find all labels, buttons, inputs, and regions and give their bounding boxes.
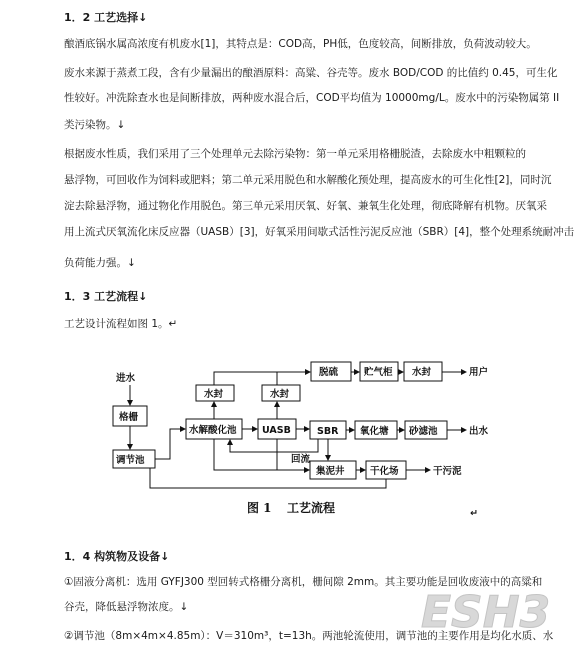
figure-caption: 工艺流程: [287, 501, 336, 515]
sandfilter-label: 砂滤池: [409, 426, 438, 437]
inlet-label: 进水: [116, 373, 136, 384]
text-line: 谷壳，降低悬浮物浓度。↓: [64, 601, 189, 613]
text-line: 悬浮物，可回收作为饲料或肥料；第二单元采用脱色和水解酸化预处理，提高废水的可生化性[2]，同时沉: [64, 174, 552, 186]
watermark-text: ESH3: [421, 587, 551, 635]
text-line: ①固液分离机：选用 GYFJ300 型回转式格栅分离机，栅间隙 2mm。其主要功能是回收废液中的高粱和: [64, 576, 543, 588]
oxidation-label: 氧化塘: [360, 426, 389, 437]
figure-reference-text: 工艺设计流程如图 1。↵: [64, 318, 178, 330]
reflux-label: 回流: [291, 454, 311, 465]
drysludge-label: 干污泥: [433, 466, 462, 477]
text-line: 类污染物。↓: [64, 119, 126, 131]
grate-label: 格栅: [119, 412, 139, 423]
text-line: 性较好。冲洗除查水也是间断排放，两种废水混合后，COD平均值为 10000mg/L。废水中的污染物属第 II: [64, 92, 560, 104]
text-line: 淀去除悬浮物，通过物化作用脱色。第三单元采用厌氧、好氧、兼氧生化处理，彻底降解有机物。厌氧采: [64, 200, 547, 212]
outlet-label: 出水: [469, 426, 489, 437]
section-heading-1-4: 1．4 构筑物及设备↓: [64, 550, 170, 563]
text-line: 根据废水性质，我们采用了三个处理单元去除污染物：第一单元采用格栅脱渣，去除废水中粗颗粒的: [64, 148, 526, 160]
section-heading-1-2: 1．2 工艺选择↓: [64, 11, 148, 24]
text-line: 负荷能力强。↓: [64, 257, 136, 269]
dryingbed-label: 干化场: [370, 466, 399, 477]
text-line: 酿酒底锅水属高浓度有机废水[1]，其特点是：COD高，PH低，色度较高，间断排放，负荷波动较大。: [64, 38, 537, 50]
sludgewell-label: 集泥井: [316, 466, 345, 477]
waterseal3-label: 水封: [412, 367, 432, 378]
sbr-label: SBR: [317, 426, 339, 437]
figure-end-mark: ↵: [470, 508, 478, 519]
hydrolysis-label: 水解酸化池: [189, 425, 237, 436]
text-line: 用上流式厌氧流化床反应器（UASB）[3]，好氧采用间歇式活性污泥反应池（SBR）[4]，整个处理系统耐冲击: [64, 226, 575, 238]
desulfur-label: 脱硫: [319, 367, 339, 378]
equalization-label: 调节池: [116, 455, 145, 466]
watermark-logo: [415, 585, 575, 635]
section-heading-1-3: 1．3 工艺流程↓: [64, 290, 148, 303]
text-line: 废水来源于蒸煮工段，含有少量漏出的酿酒原料：高粱、谷壳等。废水 BOD/COD 的比值约 0.45，可生化: [64, 67, 558, 79]
figure-number: 图 1: [247, 501, 272, 515]
waterseal2-label: 水封: [270, 389, 290, 400]
waterseal1-label: 水封: [204, 389, 224, 400]
user-label: 用户: [469, 367, 489, 378]
gasholder-label: 贮气柜: [364, 367, 393, 378]
text-line: ②调节池（8m×4m×4.85m）：V＝310m³，t=13h。两池轮流使用，调节池的主要作用是均化水质、水: [64, 630, 554, 642]
uasb-label: UASB: [262, 425, 291, 436]
